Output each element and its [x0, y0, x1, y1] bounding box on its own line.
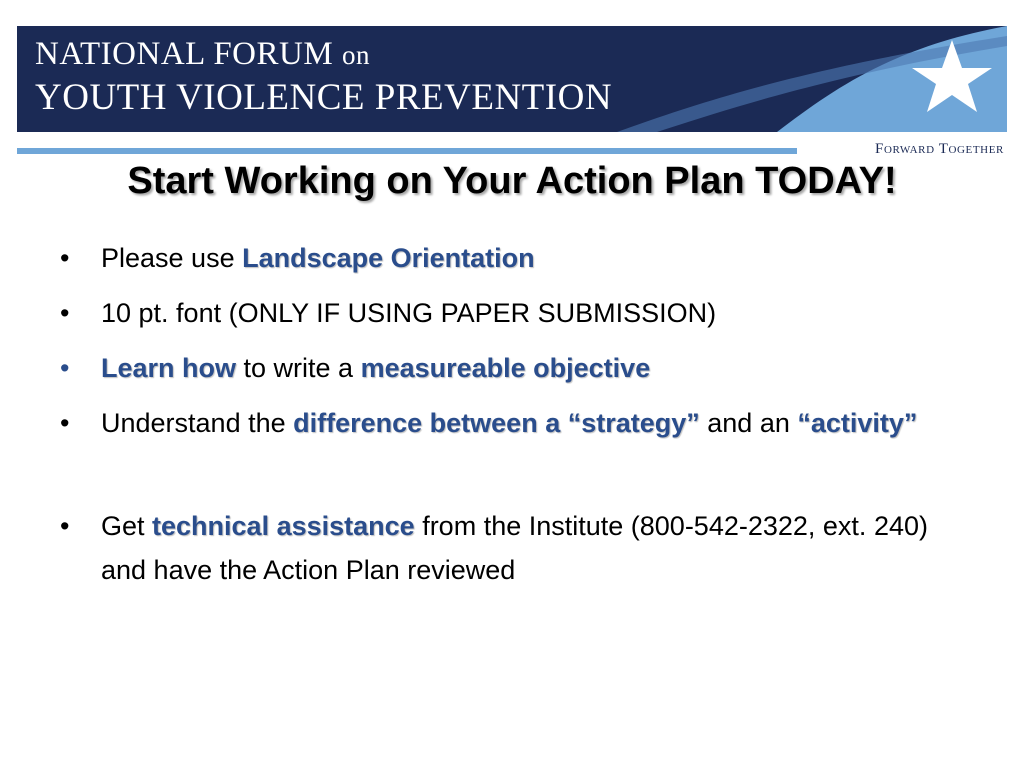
bullet-list [60, 236, 960, 592]
bullet-item [60, 504, 960, 592]
bullet-text: and an [699, 408, 798, 438]
tagline: Forward Together [875, 141, 1004, 157]
bullet-item [60, 291, 960, 335]
slide-title: Start Working on Your Action Plan TODAY! [127, 160, 897, 202]
header-banner [17, 26, 1007, 132]
highlight-text: Landscape Orientation [242, 243, 535, 273]
org-name-line2: YOUTH VIOLENCE PREVENTION [35, 77, 613, 118]
highlight-text: “activity” [797, 408, 918, 438]
bullet-text: Please use [101, 243, 243, 273]
highlight-text: technical assistance [152, 511, 415, 541]
highlight-text: Learn how [101, 353, 237, 383]
bullet-text: from the Institute (800-542-2322, ext. 240) and have the Action Plan reviewed [101, 511, 928, 585]
banner-underline [17, 148, 797, 154]
bullet-item [60, 346, 960, 390]
bullet-dot: • [60, 408, 70, 438]
highlight-text: measureable objective [360, 353, 651, 383]
bullet-text: 10 pt. font (ONLY IF USING PAPER SUBMISSION) [101, 298, 717, 328]
org-name-on: on [341, 40, 370, 70]
bullet-item [60, 236, 960, 280]
bullet-text: Understand the [101, 408, 294, 438]
bullet-item [60, 401, 960, 445]
bullet-dot: • [60, 353, 70, 383]
org-name-main: NATIONAL FORUM [35, 36, 334, 72]
bullet-text: to write a [236, 353, 361, 383]
bullet-dot: • [60, 298, 70, 328]
bullet-text: Get [101, 511, 153, 541]
org-name-line1 [35, 36, 370, 73]
bullet-dot: • [60, 243, 70, 273]
bullet-dot: • [60, 511, 70, 541]
highlight-text: difference between a “strategy” [293, 408, 700, 438]
